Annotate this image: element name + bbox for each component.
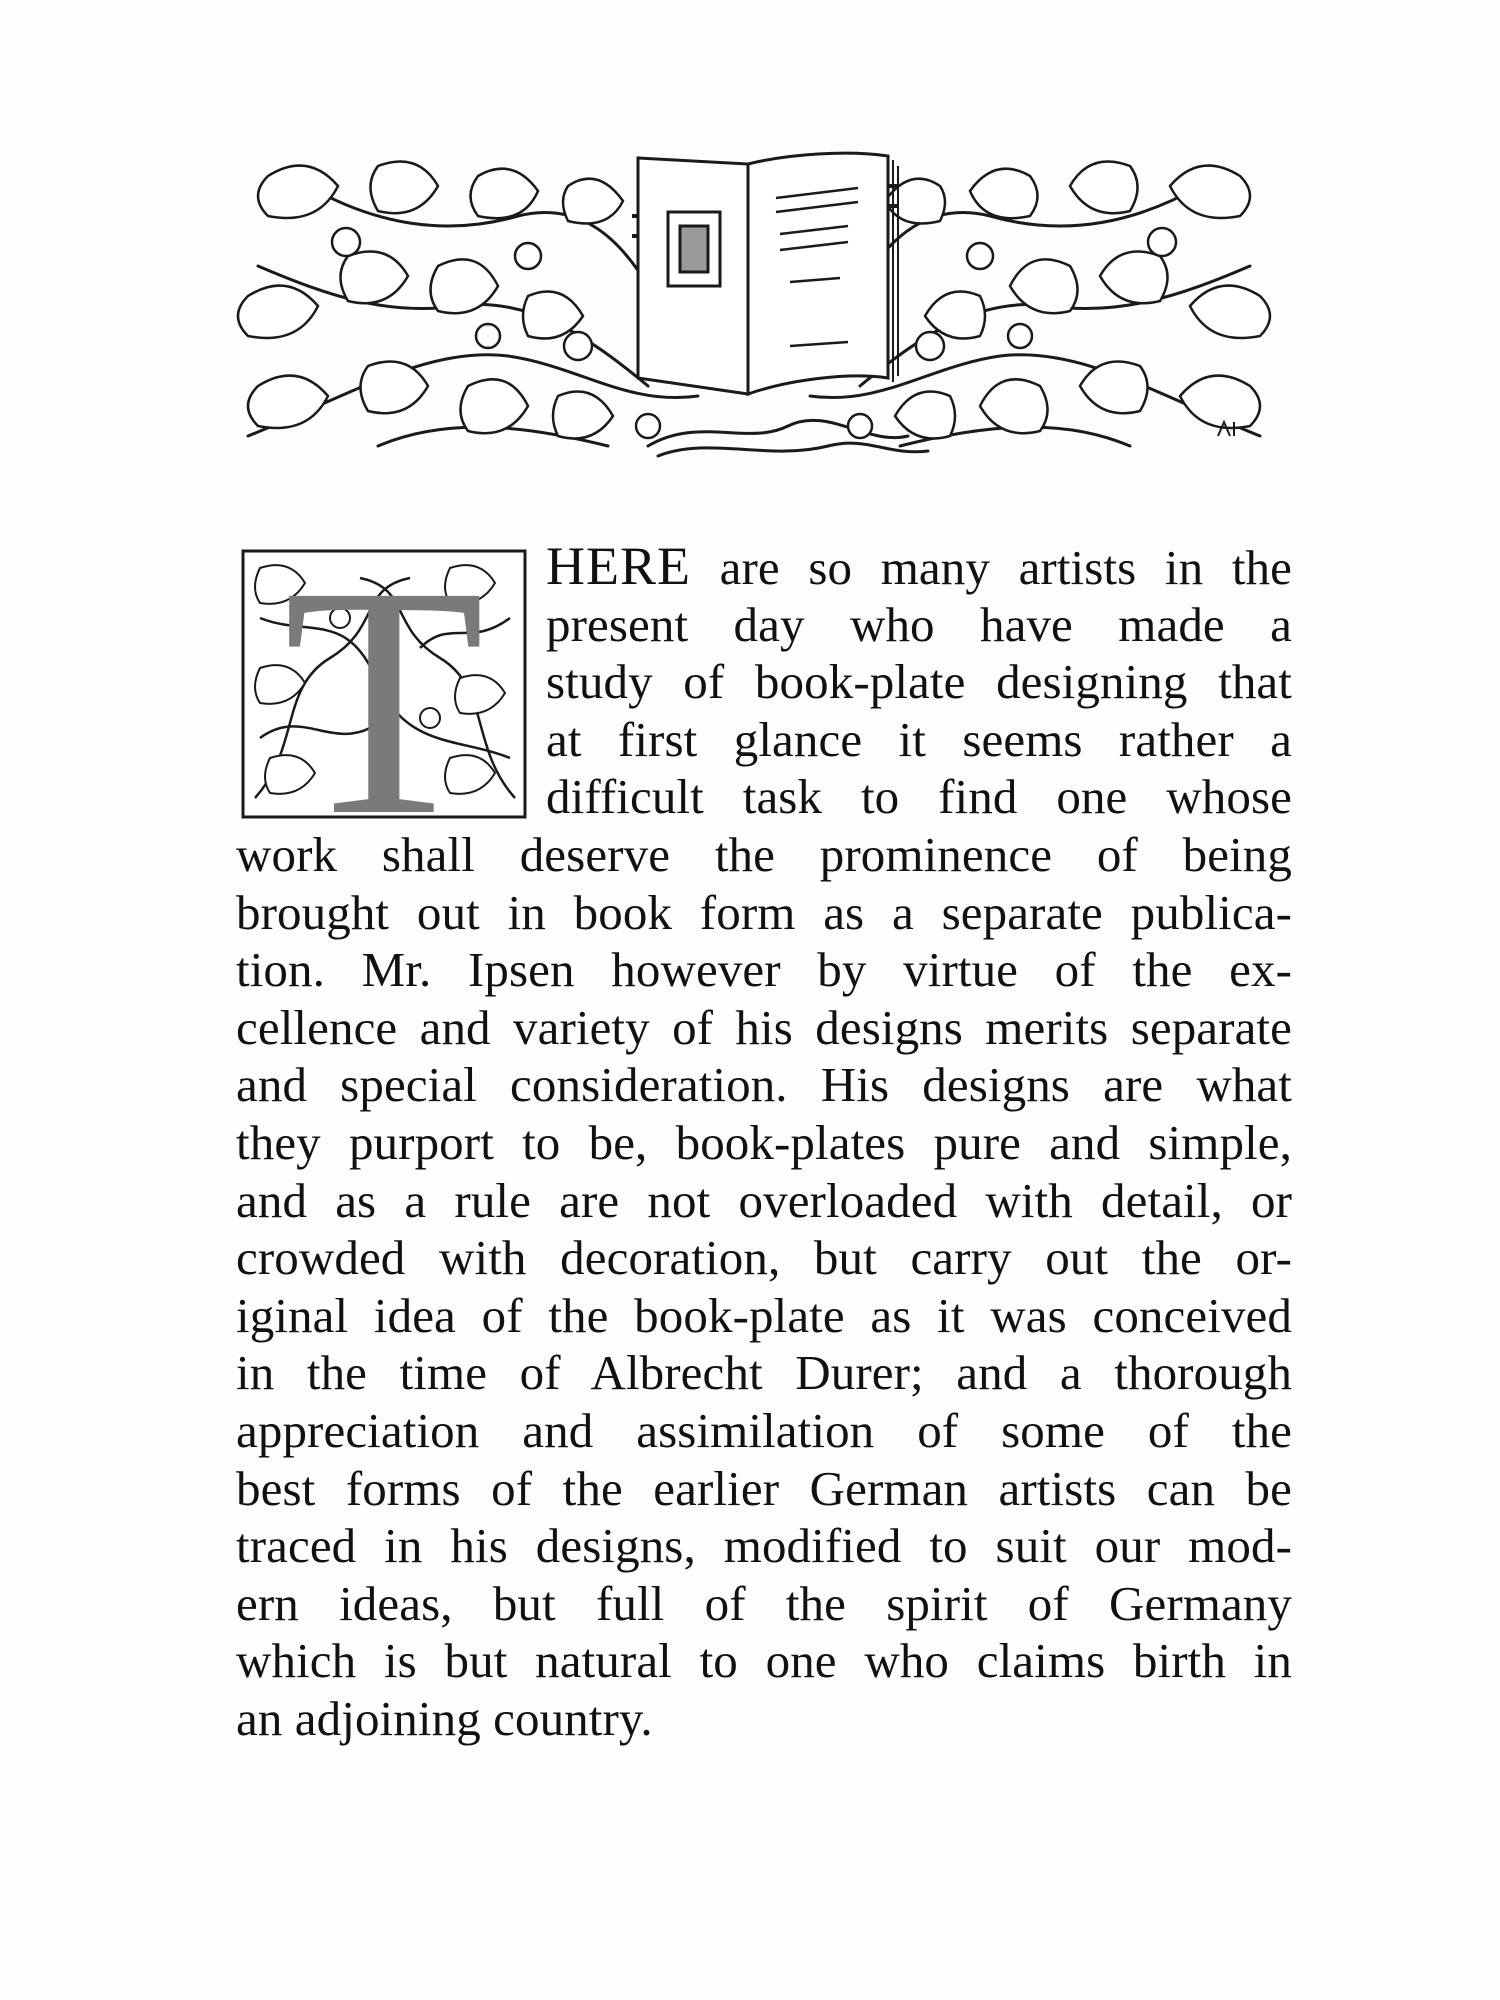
text-line-19: ern ideas, but full of the spirit of Germany — [236, 1575, 1292, 1631]
text-line-11: they purport to be, book-plates pure and simple, — [236, 1114, 1292, 1170]
text-line-10: and special consideration. His designs are what — [236, 1057, 1292, 1113]
text-line-12: and as a rule are not overloaded with detail, or — [236, 1172, 1292, 1228]
text-line-16: appreciation and assimilation of some of the — [236, 1402, 1292, 1458]
text-line-15: in the time of Albrecht Durer; and a thorough — [236, 1345, 1292, 1401]
text-line-5: difficult task to find one whose — [546, 769, 1292, 825]
dropcap-letter: T — [283, 519, 485, 884]
text-line-7: brought out in book form as a separate publica- — [236, 884, 1292, 940]
text-line-3: study of book-plate designing that — [546, 654, 1292, 710]
text-line-9: cellence and variety of his designs merits separate — [236, 999, 1292, 1055]
headpiece-ornament-icon — [228, 146, 1280, 464]
text-line-21: an adjoining country. — [236, 1690, 653, 1746]
text-line-2: present day who have made a — [546, 596, 1292, 652]
text-line-6: work shall deserve the prominence of being — [236, 826, 1292, 882]
text-line-13: crowded with decoration, but carry out the or- — [236, 1230, 1292, 1286]
body-text — [236, 519, 1292, 1747]
text-line-18: traced in his designs, modified to suit our mod- — [236, 1518, 1292, 1574]
text-line-1 — [546, 538, 1292, 596]
first-word: HERE — [546, 536, 691, 596]
text-line-1-rest: are so many artists in the — [691, 540, 1292, 595]
text-line-14: iginal idea of the book-plate as it was conceived — [236, 1287, 1292, 1343]
text-line-4: at first glance it seems rather a — [546, 711, 1292, 767]
text-line-17: best forms of the earlier German artists can be — [236, 1460, 1292, 1516]
text-line-20: which is but natural to one who claims birth in — [236, 1633, 1292, 1689]
text-line-8: tion. Mr. Ipsen however by virtue of the ex- — [236, 942, 1292, 998]
